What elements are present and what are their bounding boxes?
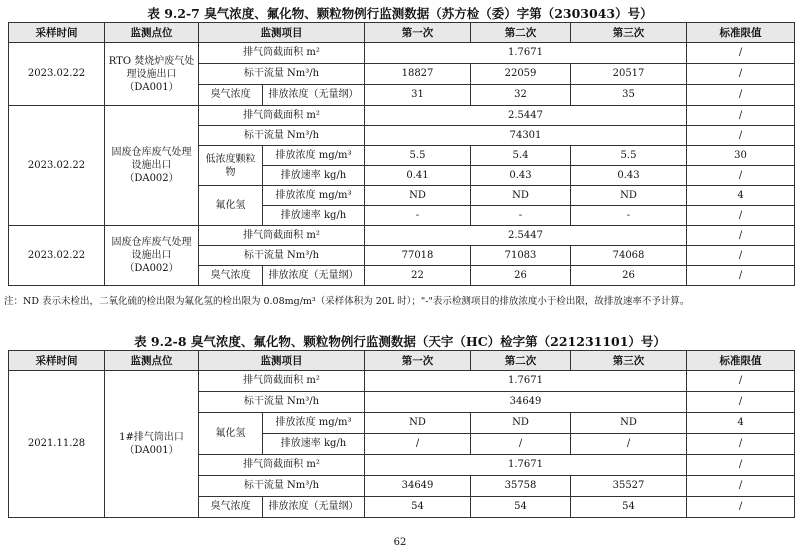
- value-cell: 54: [365, 497, 471, 518]
- value-cell: ND: [365, 413, 471, 434]
- value-cell: -: [365, 206, 471, 226]
- item-sub-label: 排放浓度 mg/m³: [263, 413, 365, 434]
- item-sub-label: 排放浓度（无量纲）: [263, 497, 365, 518]
- value-cell: ND: [571, 413, 687, 434]
- merged-value: 1.7671: [365, 455, 687, 476]
- header-third: 第三次: [571, 351, 687, 371]
- item-sub-label: 排放浓度（无量纲）: [263, 266, 365, 286]
- item-label: 标干流量 Nm³/h: [199, 64, 365, 85]
- value-cell: 26: [571, 266, 687, 286]
- value-cell: 26: [471, 266, 571, 286]
- item-label: 排气筒截面积 m²: [199, 371, 365, 392]
- item-sub-label: 排放浓度 mg/m³: [263, 146, 365, 166]
- value-cell: /: [571, 434, 687, 455]
- merged-value: 2.5447: [365, 226, 687, 246]
- header-sample-time: 采样时间: [9, 351, 105, 371]
- header-second: 第二次: [471, 23, 571, 43]
- header-first: 第一次: [365, 351, 471, 371]
- item-sub-label: 排放速率 kg/h: [263, 434, 365, 455]
- item-label: 标干流量 Nm³/h: [199, 126, 365, 146]
- limit-cell: 4: [687, 186, 795, 206]
- value-cell: -: [471, 206, 571, 226]
- value-cell: 35: [571, 85, 687, 106]
- value-cell: ND: [365, 186, 471, 206]
- item-sub-label: 排放速率 kg/h: [263, 166, 365, 186]
- item-group-label: 氟化氢: [199, 413, 263, 455]
- value-cell: 18827: [365, 64, 471, 85]
- table1: [8, 22, 795, 286]
- item-group-label: 氟化氢: [199, 186, 263, 226]
- header-monitor-item: 监测项目: [199, 23, 365, 43]
- limit-cell: /: [687, 126, 795, 146]
- limit-cell: /: [687, 206, 795, 226]
- item-sub-label: 排放浓度（无量纲）: [263, 85, 365, 106]
- item-label: 排气筒截面积 m²: [199, 43, 365, 64]
- limit-cell: /: [687, 392, 795, 413]
- value-cell: 35527: [571, 476, 687, 497]
- table1-header-row: [9, 23, 795, 43]
- header-first: 第一次: [365, 23, 471, 43]
- limit-cell: /: [687, 434, 795, 455]
- value-cell: 5.5: [365, 146, 471, 166]
- table2: [8, 350, 795, 518]
- limit-cell: /: [687, 166, 795, 186]
- limit-cell: /: [687, 266, 795, 286]
- value-cell: 0.41: [365, 166, 471, 186]
- header-monitor-item: 监测项目: [199, 351, 365, 371]
- merged-value: 1.7671: [365, 371, 687, 392]
- value-cell: -: [571, 206, 687, 226]
- table1-title: 表 9.2-7 臭气浓度、氟化物、颗粒物例行监测数据（苏方检（委）字第（2303043）号）: [147, 6, 653, 21]
- value-cell: 77018: [365, 246, 471, 266]
- item-sub-label: 排放速率 kg/h: [263, 206, 365, 226]
- value-cell: 5.5: [571, 146, 687, 166]
- value-cell: ND: [471, 186, 571, 206]
- limit-cell: /: [687, 246, 795, 266]
- table2-title: 表 9.2-8 臭气浓度、氟化物、颗粒物例行监测数据（天宇（HC）检字第（221231101）号）: [134, 334, 666, 349]
- item-label: 标干流量 Nm³/h: [199, 392, 365, 413]
- header-sample-time: 采样时间: [9, 23, 105, 43]
- limit-cell: /: [687, 371, 795, 392]
- merged-value: 34649: [365, 392, 687, 413]
- item-group-label: 臭气浓度: [199, 497, 263, 518]
- table1-note: 注：ND 表示未检出，二氧化硫的检出限为氟化氢的检出限为 0.08mg/m³（采样体积为 20L 时）；"-"表示检测项目的排放浓度小于检出限，故排放速率不予计算。: [4, 296, 690, 307]
- item-group-label: 臭气浓度: [199, 85, 263, 106]
- merged-value: 1.7671: [365, 43, 687, 64]
- sample-date: 2023.02.22: [9, 43, 105, 106]
- value-cell: 54: [571, 497, 687, 518]
- header-limit: 标准限值: [687, 23, 795, 43]
- table-row: [9, 106, 795, 126]
- value-cell: 0.43: [471, 166, 571, 186]
- value-cell: ND: [571, 186, 687, 206]
- page-number: 62: [393, 537, 407, 548]
- item-label: 排气筒截面积 m²: [199, 455, 365, 476]
- merged-value: 74301: [365, 126, 687, 146]
- value-cell: 71083: [471, 246, 571, 266]
- value-cell: ND: [471, 413, 571, 434]
- item-label: 标干流量 Nm³/h: [199, 246, 365, 266]
- header-second: 第二次: [471, 351, 571, 371]
- item-sub-label: 排放浓度 mg/m³: [263, 186, 365, 206]
- value-cell: 35758: [471, 476, 571, 497]
- sample-date: 2023.02.22: [9, 106, 105, 226]
- value-cell: 5.4: [471, 146, 571, 166]
- item-label: 排气筒截面积 m²: [199, 226, 365, 246]
- merged-value: 2.5447: [365, 106, 687, 126]
- value-cell: 32: [471, 85, 571, 106]
- limit-cell: /: [687, 476, 795, 497]
- limit-cell: /: [687, 85, 795, 106]
- item-group-label: 低浓度颗粒物: [199, 146, 263, 186]
- sample-date: 2021.11.28: [9, 371, 105, 518]
- value-cell: 22059: [471, 64, 571, 85]
- table-row: [9, 371, 795, 392]
- limit-cell: /: [687, 106, 795, 126]
- limit-cell: 4: [687, 413, 795, 434]
- value-cell: 34649: [365, 476, 471, 497]
- item-group-label: 臭气浓度: [199, 266, 263, 286]
- limit-cell: /: [687, 455, 795, 476]
- limit-cell: /: [687, 64, 795, 85]
- value-cell: 20517: [571, 64, 687, 85]
- limit-cell: /: [687, 497, 795, 518]
- limit-cell: /: [687, 43, 795, 64]
- value-cell: 74068: [571, 246, 687, 266]
- value-cell: 54: [471, 497, 571, 518]
- sample-date: 2023.02.22: [9, 226, 105, 286]
- item-label: 标干流量 Nm³/h: [199, 476, 365, 497]
- value-cell: /: [471, 434, 571, 455]
- monitor-site: 1#排气筒出口（DA001）: [105, 371, 199, 518]
- value-cell: 31: [365, 85, 471, 106]
- table-row: [9, 226, 795, 246]
- monitor-site: RTO 焚烧炉废气处理设施出口（DA001）: [105, 43, 199, 106]
- header-limit: 标准限值: [687, 351, 795, 371]
- header-monitor-site: 监测点位: [105, 23, 199, 43]
- table-row: [9, 43, 795, 64]
- header-monitor-site: 监测点位: [105, 351, 199, 371]
- limit-cell: 30: [687, 146, 795, 166]
- value-cell: /: [365, 434, 471, 455]
- value-cell: 22: [365, 266, 471, 286]
- item-label: 排气筒截面积 m²: [199, 106, 365, 126]
- value-cell: 0.43: [571, 166, 687, 186]
- table2-header-row: [9, 351, 795, 371]
- header-third: 第三次: [571, 23, 687, 43]
- monitor-site: 固废仓库废气处理设施出口（DA002）: [105, 106, 199, 226]
- limit-cell: /: [687, 226, 795, 246]
- monitor-site: 固废仓库废气处理设施出口（DA002）: [105, 226, 199, 286]
